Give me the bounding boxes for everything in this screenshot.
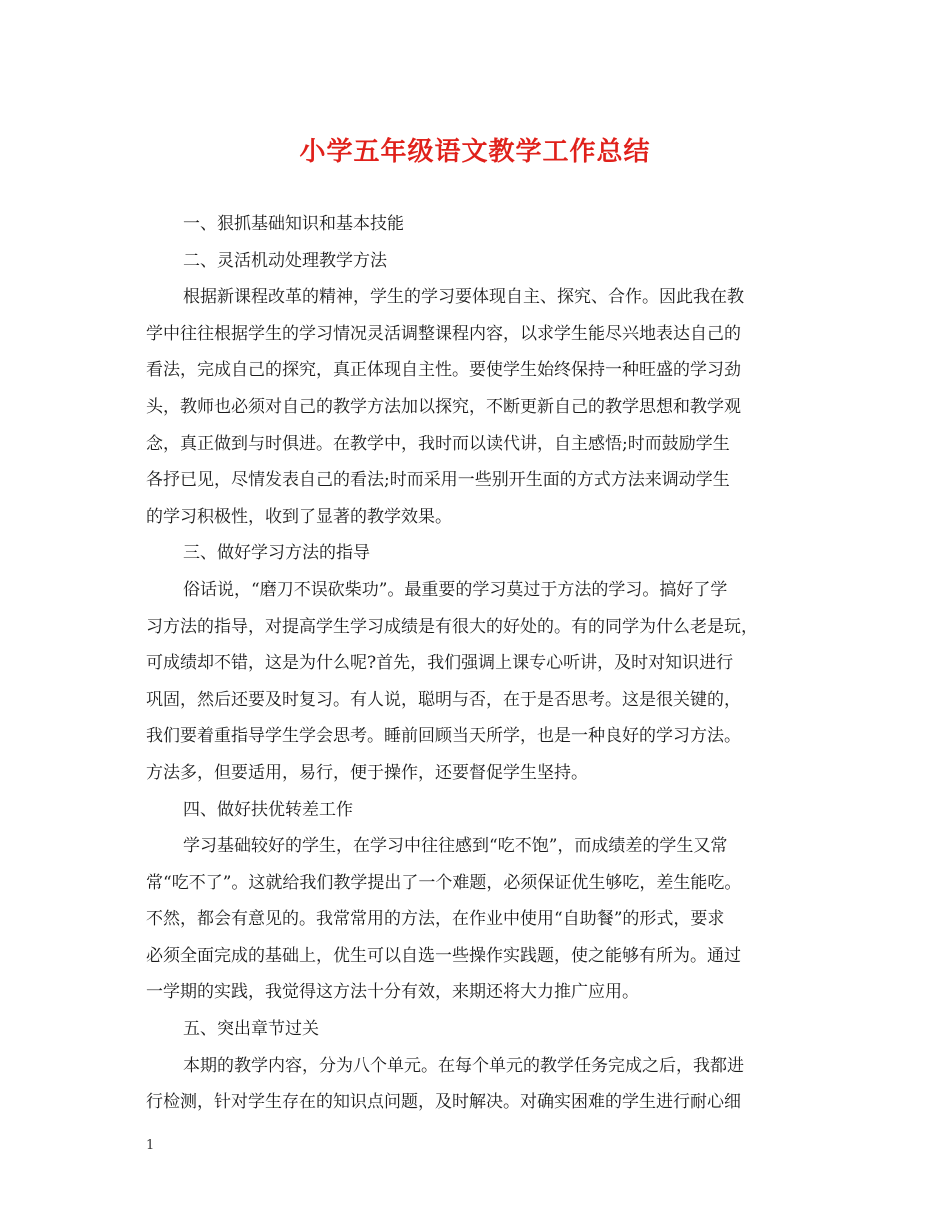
text-line: 常“吃不了”。这就给我们教学提出了一个难题，必须保证优生够吃，差生能吃。 <box>146 872 742 893</box>
document-title: 小学五年级语文教学工作总结 <box>299 137 651 167</box>
text-line: 不然，都会有意见的。我常常用的方法，在作业中使用“自助餐”的形式，要求 <box>146 909 725 930</box>
text-line: 方法多，但要适用，易行，便于操作，还要督促学生坚持。 <box>146 762 588 783</box>
text-line: 我们要着重指导学生学会思考。睡前回顾当天所学，也是一种良好的学习方法。 <box>146 726 741 747</box>
text-line: 行检测，针对学生存在的知识点问题，及时解决。对确实困难的学生进行耐心细 <box>146 1092 741 1113</box>
text-line: 必须全面完成的基础上，优生可以自选一些操作实践题，使之能够有所为。通过 <box>146 945 741 966</box>
text-line: 习方法的指导，对提高学生学习成绩是有很大的好处的。有的同学为什么老是玩， <box>146 616 758 637</box>
text-line: 可成绩却不错，这是为什么呢?首先，我们强调上课专心听讲，及时对知识进行 <box>146 653 734 674</box>
text-line: 二、灵活机动处理教学方法 <box>183 250 387 271</box>
text-line: 三、做好学习方法的指导 <box>183 543 370 564</box>
text-line: 各抒已见，尽情发表自己的看法;时而采用一些别开生面的方式方法来调动学生 <box>146 470 730 491</box>
text-line: 五、突出章节过关 <box>183 1019 319 1040</box>
text-line: 一、狠抓基础知识和基本技能 <box>183 214 404 234</box>
text-line: 看法，完成自己的探究，真正体现自主性。要使学生始终保持一种旺盛的学习劲 <box>146 360 741 381</box>
text-line: 一学期的实践，我觉得这方法十分有效，来期还将大力推广应用。 <box>146 982 639 1003</box>
text-line: 巩固，然后还要及时复习。有人说，聪明与否，在于是否思考。这是很关键的， <box>146 689 741 710</box>
text-line: 头，教师也必须对自己的教学方法加以探究，不断更新自己的教学思想和教学观 <box>146 396 741 417</box>
text-line: 根据新课程改革的精神，学生的学习要体现自主、探究、合作。因此我在教 <box>183 287 744 308</box>
text-line: 学习基础较好的学生，在学习中往往感到“吃不饱”，而成绩差的学生又常 <box>183 836 728 857</box>
document-body <box>146 206 810 1121</box>
text-line: 的学习积极性，收到了显著的教学效果。 <box>146 506 452 527</box>
text-line: 四、做好扶优转差工作 <box>183 799 353 820</box>
text-line: 本期的教学内容，分为八个单元。在每个单元的教学任务完成之后，我都进 <box>183 1055 744 1076</box>
text-line: 学中往往根据学生的学习情况灵活调整课程内容，以求学生能尽兴地表达自己的 <box>146 323 741 344</box>
text-line: 念，真正做到与时俱进。在教学中，我时而以读代讲，自主感悟;时而鼓励学生 <box>146 433 730 454</box>
page-number: 1 <box>146 1138 155 1153</box>
text-line: 俗话说，“磨刀不误砍柴功”。最重要的学习莫过于方法的学习。搞好了学 <box>183 579 728 600</box>
